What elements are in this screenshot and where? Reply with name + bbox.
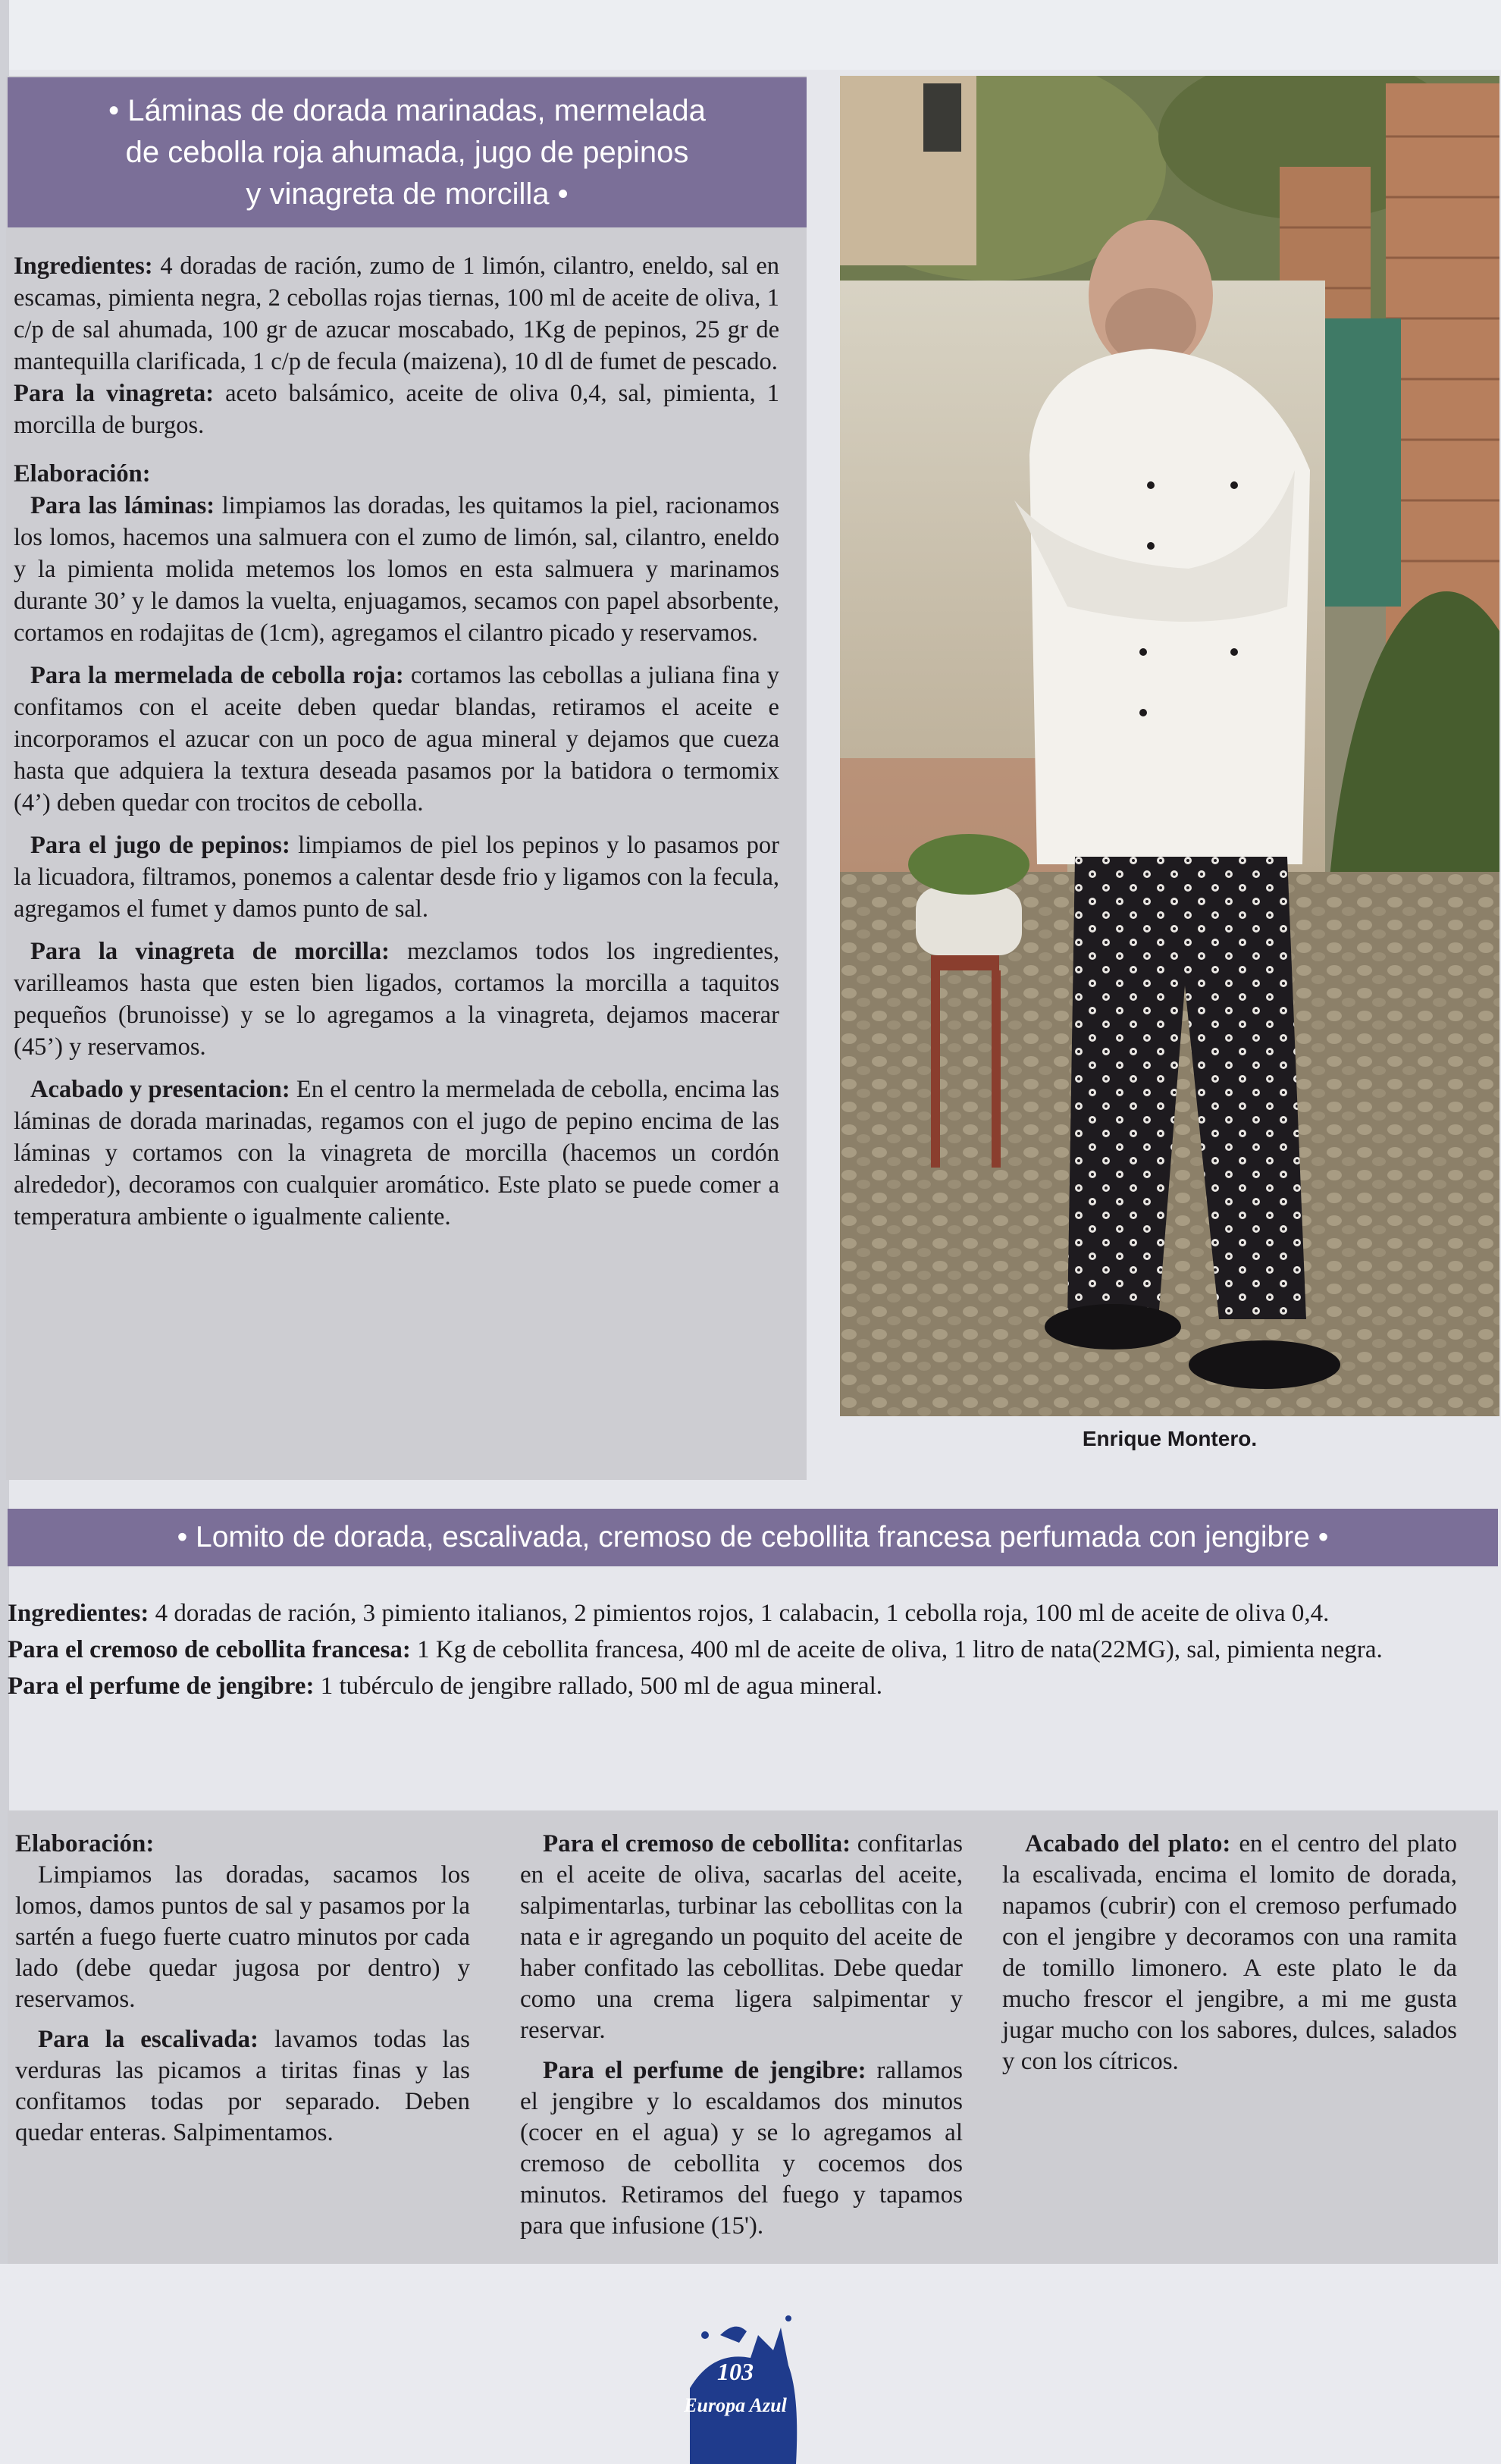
page-number: 103 [717, 2358, 754, 2385]
escalivada-step [15, 2024, 470, 2149]
recipe1-vinagreta [14, 378, 779, 441]
elaboracion-label: Elaboración: [14, 460, 151, 487]
top-margin [0, 0, 1501, 70]
magazine-name: Europa Azul [684, 2394, 787, 2416]
elaboracion-heading [14, 458, 779, 490]
escalivada-text: lavamos todas las verduras las picamos a tiritas finas y las confitamos todas por separado. Deben quedar enteras. Salpimentamos. [15, 2026, 470, 2146]
chef-photo [840, 76, 1499, 1416]
mermelada-text: cortamos las cebollas a juliana fina y confitamos con el aceite deben quedar blandas, retiramos el aceite e incorporamos el azucar con un poco de agua mineral y dejamos que cueza hasta que adquiera la textura deseada pasamos por la batidora o termomix (4’) deben quedar con trocitos de cebolla. [14, 662, 779, 817]
laminas-text: limpiamos las doradas, les quitamos la piel, racionamos los lomos, hacemos una salmuera con el zumo de limón, sal, cilantro, eneldo y la pimienta molida metemos los lomos en esta salmuera y marinamos durante 30’ y le damos la vuelta, enjuagamos, secamos con papel absorbente, cortamos en rodajitas de (1cm), agregamos el cilantro picado y reservamos. [14, 492, 779, 647]
laminas-step [14, 490, 779, 649]
cremoso-step [520, 1829, 963, 2046]
ingredients-label: Ingredientes: [14, 252, 153, 280]
elaboracion-text: Limpiamos las doradas, sacamos los lomos, damos puntos de sal y pasamos por la sartén a fuego fuerte cuatro minutos por cada lado (debe quedar jugosa por dentro) y reservamos. [15, 1861, 470, 2013]
recipe2-column-1 [15, 1829, 470, 2149]
acabado-step [14, 1074, 779, 1233]
vinagreta-morcilla-label: Para la vinagreta de morcilla: [30, 938, 390, 965]
acabado-text: En el centro la mermelada de cebolla, encima las láminas de dorada marinadas, regamos con el jugo de pepino encima de las láminas y cortamos con la vinagreta de morcilla (hacemos un cordón alrededor), decoramos con cualquier aromático. Este plato se puede comer a temperatura ambiente o igualmente caliente. [14, 1076, 779, 1230]
jugo-step [14, 829, 779, 925]
laminas-label: Para las láminas: [30, 492, 215, 519]
vinagreta-morcilla-step [14, 936, 779, 1063]
perfume-text: 1 tubérculo de jengibre rallado, 500 ml de agua mineral. [314, 1672, 883, 1700]
acabado-label: Acabado del plato: [1025, 1830, 1231, 1857]
ingredients-text: 4 doradas de ración, zumo de 1 limón, cilantro, eneldo, sal en escamas, pimienta negra, 2 cebollas rojas tiernas, 100 ml de aceite de oliva, 1 c/p de sal ahumada, 100 gr de azucar moscabado, 1Kg de pepinos, 25 gr de mantequilla clarificada, 1 c/p de fecula (maizena), 10 dl de fumet de pescado. [14, 252, 779, 375]
recipe1-title-line: • Láminas de dorada marinadas, mermelada [108, 93, 706, 127]
mermelada-label: Para la mermelada de cebolla roja: [30, 662, 404, 689]
perfume-step-text: rallamos el jengibre y lo escaldamos dos minutos (cocer en el agua) y se lo agregamos al cremoso de cebollita y cocemos dos minutos. Retiramos del fuego y tapamos para que infusione (15'). [520, 2057, 963, 2240]
vinagreta-label: Para la vinagreta: [14, 380, 215, 407]
perfume-step-label: Para el perfume de jengibre: [543, 2057, 866, 2084]
recipe1-title [8, 77, 807, 227]
jugo-label: Para el jugo de pepinos: [30, 832, 290, 859]
recipe1-body [14, 250, 779, 1233]
acabado-text: en el centro del plato la escalivada, encima el lomito de dorada, napamos (cubrir) con el cremoso perfumado con el jengibre y decoramos con una ramita de tomillo limonero. A este plato le da mucho frescor el jengibre, a mi me gusta jugar mucho con los sabores, dulces, salados y con los cítricos. [1002, 1830, 1458, 2075]
acabado-label: Acabado y presentacion: [30, 1076, 290, 1103]
recipe2-column-2 [520, 1829, 963, 2242]
cremoso-step-label: Para el cremoso de cebollita: [543, 1830, 851, 1857]
chef-photo-illustration [840, 76, 1499, 1416]
recipe2-column-3 [1002, 1829, 1457, 2077]
acabado-step [1002, 1829, 1457, 2077]
perfume-label: Para el perfume de jengibre: [8, 1672, 315, 1700]
recipe1-title-line: y vinagreta de morcilla • [246, 177, 569, 211]
ingredients-label: Ingredientes: [8, 1600, 149, 1627]
photo-caption: Enrique Montero. [1082, 1427, 1258, 1450]
cremoso-text: 1 Kg de cebollita francesa, 400 ml de aceite de oliva, 1 litro de nata(22MG), sal, pimienta negra. [410, 1636, 1383, 1663]
recipe2-ingredients [8, 1595, 1486, 1704]
recipe2-cremoso-line [8, 1632, 1486, 1668]
cremoso-step-text: confitarlas en el aceite de oliva, sacarlas del aceite, salpimentarlas, turbinar las cebollitas con la nata e ir agregando un poquito del aceite de haber confitado las cebollitas. Debe quedar como una crema ligera salpimentar y reservar. [520, 1830, 963, 2044]
recipe1-title-line: de cebolla roja ahumada, jugo de pepinos [125, 135, 689, 169]
recipe1-ingredients [14, 250, 779, 378]
recipe2-perfume-line [8, 1668, 1486, 1704]
perfume-step [520, 2055, 963, 2242]
elaboracion-label: Elaboración: [15, 1830, 155, 1857]
jugo-text: limpiamos de piel los pepinos y lo pasamos por la licuadora, filtramos, ponemos a calentar desde frio y ligamos con la fecula, agregamos el fumet y damos punto de sal. [14, 832, 780, 923]
escalivada-label: Para la escalivada: [38, 2026, 259, 2053]
recipe2-ingredients-line [8, 1595, 1486, 1632]
ingredients-text: 4 doradas de ración, 3 pimiento italianos, 2 pimientos rojos, 1 calabacin, 1 cebolla roja, 100 ml de aceite de oliva 0,4. [149, 1600, 1330, 1627]
cremoso-label: Para el cremoso de cebollita francesa: [8, 1636, 411, 1663]
recipe2-title: • Lomito de dorada, escalivada, cremoso de cebollita francesa perfumada con jengibre • [8, 1509, 1498, 1566]
mermelada-step [14, 660, 779, 819]
vinagreta-morcilla-text: mezclamos todos los ingredientes, varilleamos hasta que esten bien ligados, cortamos la morcilla a taquitos pequeños (brunoisse) y se lo agregamos a la vinagreta, dejamos macerar (45’) y reservamos. [14, 938, 779, 1061]
vinagreta-text: aceto balsámico, aceite de oliva 0,4, sal, pimienta, 1 morcilla de burgos. [14, 380, 779, 439]
elaboracion-heading [15, 1829, 470, 1860]
